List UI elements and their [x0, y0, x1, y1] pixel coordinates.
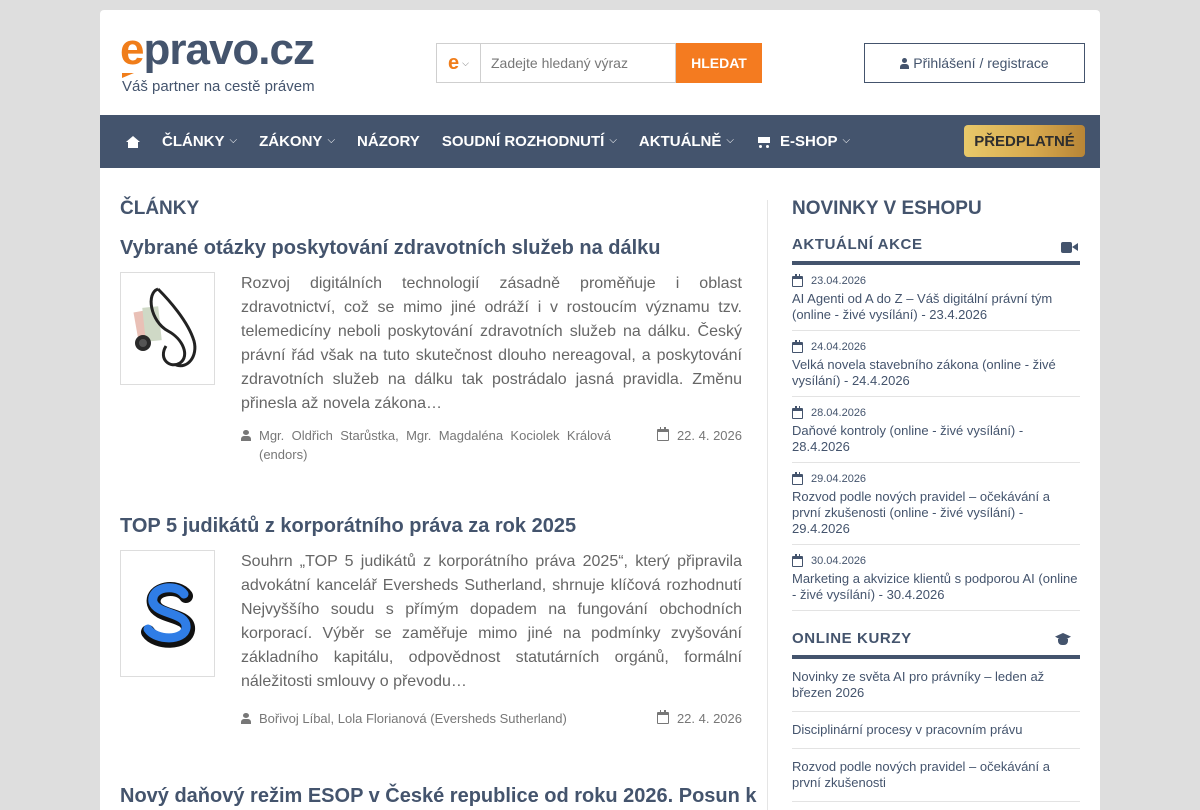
search-input[interactable]: [480, 43, 676, 83]
login-register-label: Přihlášení / registrace: [913, 55, 1049, 71]
courses-box-header: [792, 629, 1080, 659]
nav-item-label: ZÁKONY: [259, 133, 323, 150]
stethoscope-illustration: [128, 281, 208, 376]
article-item: [120, 514, 742, 728]
paragraph-sign-image[interactable]: [120, 550, 215, 677]
event-item[interactable]: [792, 397, 1080, 463]
calendar-icon: [792, 556, 803, 567]
courses-box: [792, 629, 1080, 802]
search-bar: [436, 43, 762, 83]
events-box-header: [792, 236, 1080, 265]
home-icon: [126, 136, 140, 148]
nav-item-aktualne[interactable]: [639, 133, 734, 150]
event-title: AI Agenti od A do Z – Váš digitální právní tým (online - živé vysílání) - 23.4.2026: [792, 291, 1053, 322]
nav-item-label: NÁZORY: [357, 133, 420, 150]
article-date-text: 22. 4. 2026: [676, 428, 742, 443]
article-excerpt: Souhrn „TOP 5 judikátů z korporátního práva 2025“, který připravila advokátní kancelář Eversheds Sutherland, shrnuje klíčová rozhodnutí Nejvyššího soudu s přímým dopadem na fungování obchodních korporací. Výběr se zaměřuje mimo jiné na podmínky zvyšování základního kapitálu, odpovědnost statutárních orgánů, formální náležitosti smlouvy o převodu…: [241, 553, 742, 690]
event-title: Daňové kontroly (online - živé vysílání) - 28.4.2026: [792, 423, 1024, 454]
event-date-text: 30.04.2026: [811, 555, 867, 567]
event-date: [792, 341, 1080, 353]
course-item[interactable]: Rozvod podle nových pravidel – očekávání a první zkušenosti: [792, 749, 1080, 802]
nav-item-eshop[interactable]: [756, 133, 850, 150]
event-date-text: 28.04.2026: [811, 407, 867, 419]
event-item[interactable]: [792, 463, 1080, 545]
main-nav: [100, 115, 1100, 168]
nav-item-nazory[interactable]: [357, 133, 420, 150]
event-title: Marketing a akvizice klientů s podporou AI (online - živé vysílání) - 30.4.2026: [792, 571, 1078, 602]
nav-home[interactable]: [126, 136, 140, 148]
paragraph-sign-illustration: [128, 574, 208, 654]
page-container: [100, 10, 1100, 810]
article-title-link[interactable]: TOP 5 judikátů z korporátního práva za rok 2025: [120, 515, 577, 537]
person-icon: [241, 713, 251, 724]
article-meta: [241, 709, 742, 728]
logo-tagline: Váš partner na cestě právem: [122, 78, 315, 95]
column-divider: [767, 200, 768, 810]
event-date-text: 23.04.2026: [811, 275, 867, 287]
site-header: [100, 10, 1100, 115]
course-item[interactable]: Novinky ze světa AI pro právníky – leden až březen 2026: [792, 659, 1080, 712]
nav-item-label: ČLÁNKY: [162, 133, 225, 150]
article-title-link[interactable]: Vybrané otázky poskytování zdravotních služeb na dálku: [120, 237, 661, 259]
article-meta: [241, 426, 742, 464]
calendar-icon: [792, 276, 803, 287]
article-date: [657, 426, 742, 464]
chevron-down-icon: ⌵: [609, 135, 617, 146]
chevron-down-icon: ⌵: [229, 135, 238, 146]
event-title: Rozvod podle nových pravidel – očekávání a první zkušenosti (online - živé vysílání) - 29.4.2026: [792, 489, 1050, 536]
course-item[interactable]: Disciplinární procesy v pracovním právu: [792, 712, 1080, 749]
courses-box-title: ONLINE KURZY: [792, 629, 912, 647]
event-item[interactable]: [792, 331, 1080, 397]
event-date-text: 29.04.2026: [811, 473, 867, 485]
stethoscope-image[interactable]: [120, 272, 215, 385]
sidebar-heading: NOVINKY V ESHOPU: [792, 198, 982, 219]
section-title: ČLÁNKY: [120, 198, 200, 219]
article-date: [657, 709, 742, 728]
event-date: [792, 407, 1080, 419]
logo-e: e: [120, 25, 144, 74]
nav-item-zakony[interactable]: [259, 133, 335, 150]
article-title-link[interactable]: Nový daňový režim ESOP v České republice od roku 2026. Posun k: [120, 785, 757, 807]
epravo-e-icon: e: [448, 51, 460, 74]
eshop-sidebar: [792, 198, 1080, 802]
calendar-icon: [657, 429, 669, 441]
nav-item-label: E-SHOP: [780, 133, 838, 150]
article-body: [120, 272, 742, 416]
calendar-icon: [792, 342, 803, 353]
article-authors-text: Bořivoj Líbal, Lola Florianová (Eversheds Sutherland): [259, 711, 567, 726]
logo-wordmark: [120, 25, 315, 74]
nav-item-soudni-rozhodnuti[interactable]: [442, 133, 617, 150]
nav-item-clanky[interactable]: [162, 133, 237, 150]
article-item: [120, 236, 742, 464]
event-item[interactable]: [792, 545, 1080, 611]
nav-item-label: SOUDNÍ ROZHODNUTÍ: [441, 133, 605, 150]
calendar-icon: [792, 408, 803, 419]
chevron-down-icon: ⌵: [842, 135, 851, 146]
subscription-button[interactable]: PŘEDPLATNÉ: [964, 125, 1085, 157]
nav-item-label: AKTUÁLNĚ: [638, 133, 722, 150]
event-item[interactable]: [792, 265, 1080, 331]
article-excerpt: Rozvoj digitálních technologií zásadně proměňuje i oblast zdravotnictví, což se mimo jiné odráží i v rostoucím významu tzv. telemedicíny neboli poskytování zdravotních služeb na dálku. Český právní řád však na tuto skutečnost dlouho nereagoval, a poskytování zdravotních služeb na dálku tak postrádalo jasná pravidla. Změnu přinesla až novela zákona…: [241, 275, 742, 412]
event-title: Velká novela stavebního zákona (online - živé vysílání) - 24.4.2026: [792, 357, 1056, 388]
search-scope-dropdown[interactable]: [436, 43, 480, 83]
shopping-cart-icon: [756, 136, 771, 148]
event-date: [792, 555, 1080, 567]
login-register-button[interactable]: [864, 43, 1085, 83]
article-body: [120, 550, 742, 694]
event-date: [792, 473, 1080, 485]
event-date: [792, 275, 1080, 287]
video-camera-icon: [1061, 242, 1078, 253]
events-box: [792, 236, 1080, 611]
article-item: [120, 784, 757, 808]
chevron-down-icon: ⌵: [462, 57, 469, 68]
search-button[interactable]: HLEDAT: [676, 43, 762, 83]
site-logo[interactable]: [120, 25, 315, 95]
calendar-icon: [792, 474, 803, 485]
logo-text: pravo.cz: [143, 25, 314, 74]
article-authors-text: Mgr. Oldřich Starůstka, Mgr. Magdaléna Kociolek Králová (endors): [259, 428, 611, 462]
graduation-cap-icon: [1052, 633, 1074, 647]
chevron-down-icon: ⌵: [327, 135, 336, 146]
person-icon: [241, 430, 251, 441]
articles-section: [120, 198, 757, 810]
user-icon: [900, 58, 909, 69]
event-date-text: 24.04.2026: [811, 341, 867, 353]
chevron-down-icon: ⌵: [726, 135, 734, 146]
calendar-icon: [657, 712, 669, 724]
article-authors: [241, 426, 611, 464]
article-authors: [241, 709, 611, 728]
events-box-title: AKTUÁLNÍ AKCE: [792, 236, 923, 253]
article-date-text: 22. 4. 2026: [676, 711, 742, 726]
